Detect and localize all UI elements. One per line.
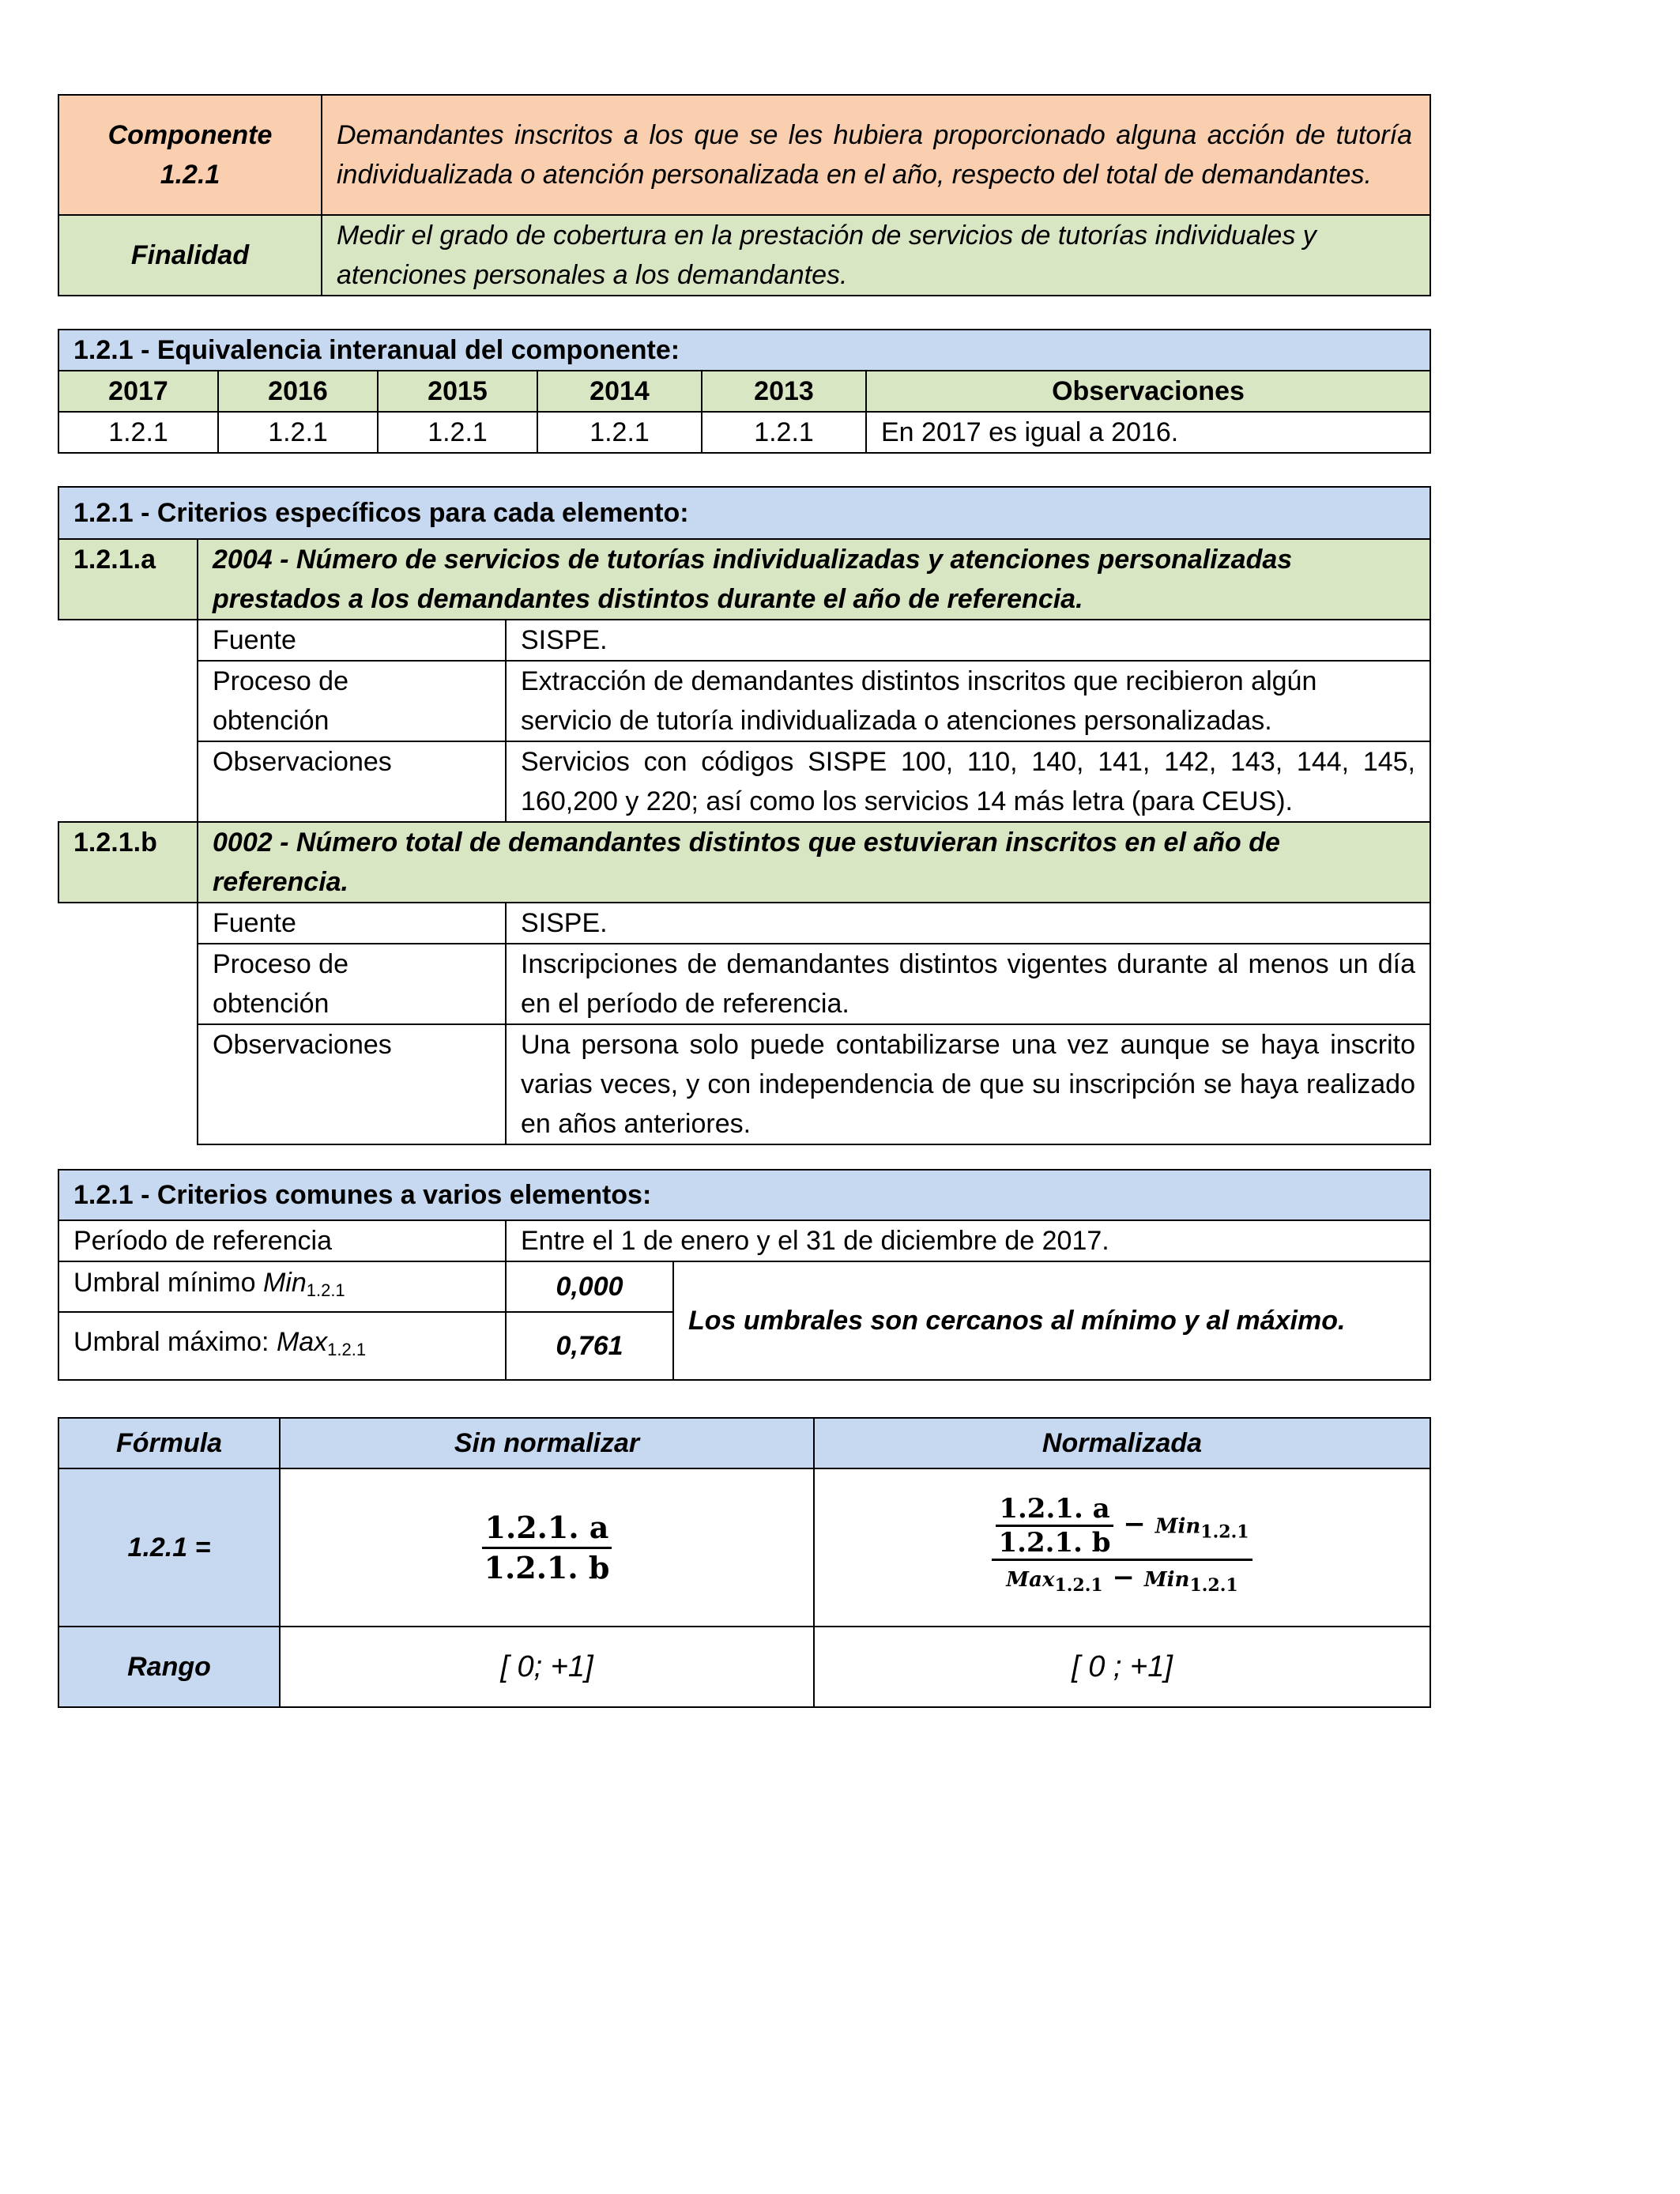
formula-row-label: 1.2.1 = xyxy=(58,1468,280,1627)
fuente-label: Fuente xyxy=(198,620,506,661)
year-value: 1.2.1 xyxy=(378,412,537,453)
element-a-code: 1.2.1.a xyxy=(58,539,198,620)
observaciones-value: En 2017 es igual a 2016. xyxy=(866,412,1430,453)
observaciones-header: Observaciones xyxy=(866,371,1430,412)
umbrales-note: Los umbrales son cercanos al mínimo y al máximo. xyxy=(673,1261,1430,1380)
rango-normalizada: [ 0 ; +1] xyxy=(814,1627,1430,1707)
proceso-label: Proceso de obtención xyxy=(198,661,506,741)
fuente-value: SISPE. xyxy=(506,620,1430,661)
equivalence-table xyxy=(58,329,1431,454)
sin-normalizar-header: Sin normalizar xyxy=(280,1418,814,1468)
formula-table xyxy=(58,1417,1431,1708)
year-header: 2016 xyxy=(218,371,378,412)
element-b-code: 1.2.1.b xyxy=(58,822,198,903)
periodo-value: Entre el 1 de enero y el 31 de diciembre de 2017. xyxy=(506,1220,1430,1261)
year-value: 1.2.1 xyxy=(537,412,702,453)
specific-criteria-table xyxy=(58,486,1431,1145)
element-a-title: 2004 - Número de servicios de tutorías individualizadas y atenciones personalizadas prestados a los demandantes distintos durante el año de referencia. xyxy=(198,539,1430,620)
rango-label: Rango xyxy=(58,1627,280,1707)
componente-text: Demandantes inscritos a los que se les hubiera proporcionado alguna acción de tutoría individualizada o atención personalizada en el año, respecto del total de demandantes. xyxy=(322,95,1430,215)
umbral-minimo-label: Umbral mínimo Min$_{1.2.1}$ xyxy=(58,1261,506,1312)
proceso-value: Inscripciones de demandantes distintos vigentes durante al menos un día en el período de referencia. xyxy=(506,944,1430,1024)
formula-normalizada xyxy=(814,1468,1430,1627)
fraction: $\frac{1.2.1. a}{1.2.1. b}$ xyxy=(481,1509,613,1587)
formula-header: Fórmula xyxy=(58,1418,280,1468)
finalidad-text: Medir el grado de cobertura en la prestación de servicios de tutorías individuales y atenciones personales a los demandantes. xyxy=(322,215,1430,296)
year-header: 2015 xyxy=(378,371,537,412)
common-criteria-table xyxy=(58,1169,1431,1381)
fuente-label: Fuente xyxy=(198,903,506,944)
componente-label-cell xyxy=(58,95,322,215)
proceso-label: Proceso de obtención xyxy=(198,944,506,1024)
normalized-fraction: $\frac{1.2.1. a}{1.2.1. b}$ − Min$_{1.2.1}$ Max$_{1.2.1}$ − Min$_{1.2.1}$ xyxy=(992,1493,1252,1602)
observaciones-value: Una persona solo puede contabilizarse una vez aunque se haya inscrito varias veces, y con independencia de que su inscripción se haya realizado en años anteriores. xyxy=(506,1024,1430,1144)
rango-sin-normalizar: [ 0; +1] xyxy=(280,1627,814,1707)
umbral-maximo-value: 0,761 xyxy=(506,1312,673,1380)
equivalence-title: 1.2.1 - Equivalencia interanual del componente: xyxy=(58,330,1430,371)
normalizada-header: Normalizada xyxy=(814,1418,1430,1468)
year-value: 1.2.1 xyxy=(702,412,866,453)
observaciones-value: Servicios con códigos SISPE 100, 110, 140, 141, 142, 143, 144, 145, 160,200 y 220; así como los servicios 14 más letra (para CEUS). xyxy=(506,741,1430,822)
umbral-maximo-label: Umbral máximo: Max$_{1.2.1}$ xyxy=(58,1312,506,1380)
proceso-value: Extracción de demandantes distintos inscritos que recibieron algún servicio de tutoría individualizada o atenciones personalizadas. xyxy=(506,661,1430,741)
inner-fraction: $\frac{1.2.1. a}{1.2.1. b}$ xyxy=(995,1493,1113,1559)
element-b-title: 0002 - Número total de demandantes distintos que estuvieran inscritos en el año de referencia. xyxy=(198,822,1430,903)
observaciones-label: Observaciones xyxy=(198,741,506,822)
year-value: 1.2.1 xyxy=(218,412,378,453)
componente-label: Componente xyxy=(107,120,273,150)
fuente-value: SISPE. xyxy=(506,903,1430,944)
year-header: 2017 xyxy=(58,371,218,412)
finalidad-label: Finalidad xyxy=(58,215,322,296)
periodo-label: Período de referencia xyxy=(58,1220,506,1261)
specific-criteria-title: 1.2.1 - Criterios específicos para cada elemento: xyxy=(58,487,1430,539)
observaciones-label: Observaciones xyxy=(198,1024,506,1144)
year-header: 2014 xyxy=(537,371,702,412)
year-header: 2013 xyxy=(702,371,866,412)
umbral-minimo-value: 0,000 xyxy=(506,1261,673,1312)
formula-sin-normalizar xyxy=(280,1468,814,1627)
componente-number: 1.2.1 xyxy=(160,160,220,190)
common-criteria-title: 1.2.1 - Criterios comunes a varios elementos: xyxy=(58,1170,1430,1220)
year-value: 1.2.1 xyxy=(58,412,218,453)
component-table xyxy=(58,94,1431,296)
